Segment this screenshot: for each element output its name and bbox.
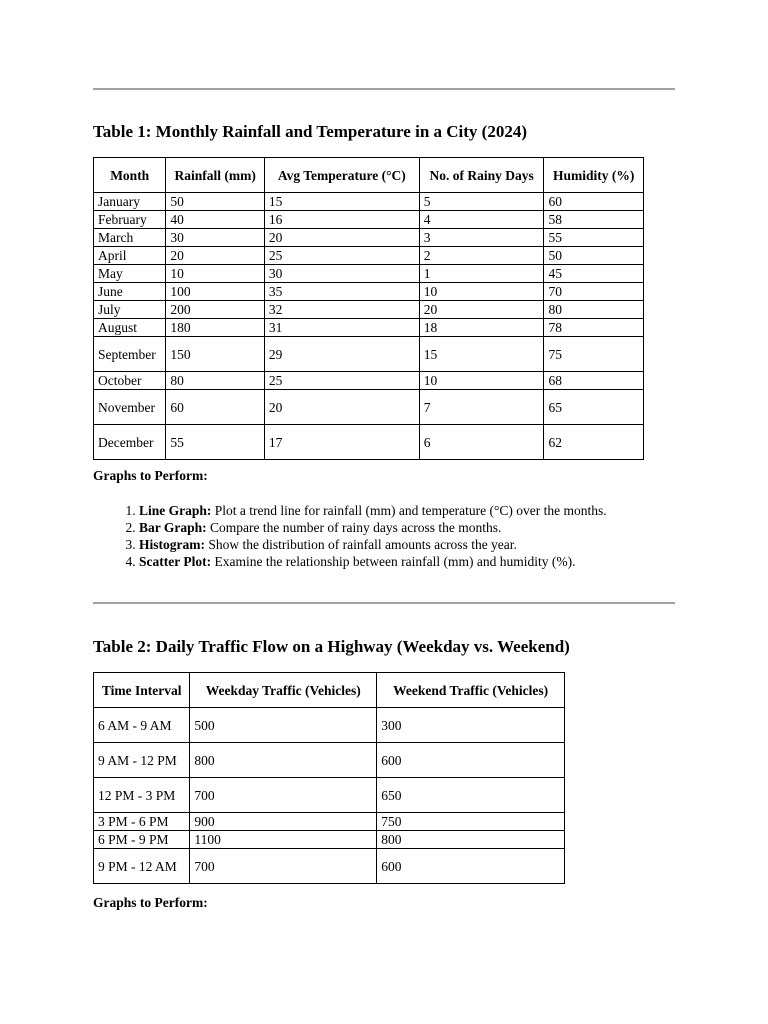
table2 [93, 672, 565, 884]
table-row [94, 390, 644, 425]
divider-top [93, 88, 675, 90]
table-cell: 17 [264, 425, 419, 460]
table-row [94, 778, 565, 813]
table2-header-row [94, 673, 565, 708]
table2-header: Weekday Traffic (Vehicles) [190, 673, 377, 708]
table-cell: 2 [419, 247, 544, 265]
table-cell: 55 [166, 425, 265, 460]
table-cell: 30 [264, 265, 419, 283]
table-row [94, 211, 644, 229]
table-cell: 68 [544, 372, 644, 390]
table-cell: 25 [264, 247, 419, 265]
table1-header: Humidity (%) [544, 158, 644, 193]
table-row [94, 849, 565, 884]
table-cell: March [94, 229, 166, 247]
table-cell: 500 [190, 708, 377, 743]
table-cell: 60 [166, 390, 265, 425]
table-cell: 5 [419, 193, 544, 211]
table-row [94, 301, 644, 319]
table-cell: 7 [419, 390, 544, 425]
table1-header: No. of Rainy Days [419, 158, 544, 193]
table-cell: 6 AM - 9 AM [94, 708, 190, 743]
table-cell: 18 [419, 319, 544, 337]
list-item-text: Show the distribution of rainfall amounts across the year. [204, 537, 517, 552]
table-cell: 900 [190, 813, 377, 831]
table-cell: June [94, 283, 166, 301]
table-cell: January [94, 193, 166, 211]
table-cell: 650 [377, 778, 565, 813]
table-cell: 15 [264, 193, 419, 211]
table-cell: October [94, 372, 166, 390]
table-cell: 20 [419, 301, 544, 319]
graphs1-list [93, 502, 699, 570]
list-item-text: Compare the number of rainy days across the months. [206, 520, 502, 535]
list-item-label: Scatter Plot: [139, 554, 212, 569]
list-item-label: Line Graph: [139, 503, 212, 518]
list-item-label: Bar Graph: [139, 520, 207, 535]
table-cell: 58 [544, 211, 644, 229]
table-cell: 20 [264, 229, 419, 247]
table-cell: 9 PM - 12 AM [94, 849, 190, 884]
table-row [94, 813, 565, 831]
table-cell: 80 [544, 301, 644, 319]
table-cell: 4 [419, 211, 544, 229]
table-cell: 32 [264, 301, 419, 319]
table-cell: 65 [544, 390, 644, 425]
table-row [94, 265, 644, 283]
table-cell: 25 [264, 372, 419, 390]
table2-header: Time Interval [94, 673, 190, 708]
table-cell: 10 [419, 283, 544, 301]
table-cell: 31 [264, 319, 419, 337]
table-cell: 180 [166, 319, 265, 337]
table-cell: 29 [264, 337, 419, 372]
table-cell: 3 [419, 229, 544, 247]
table-cell: December [94, 425, 166, 460]
list-item-label: Histogram: [139, 537, 205, 552]
table-cell: 700 [190, 849, 377, 884]
list-item [139, 536, 699, 553]
table1 [93, 157, 644, 460]
list-item [139, 502, 699, 519]
table-cell: 200 [166, 301, 265, 319]
table-cell: August [94, 319, 166, 337]
table-row [94, 425, 644, 460]
table-cell: 50 [166, 193, 265, 211]
table-cell: July [94, 301, 166, 319]
table-cell: 70 [544, 283, 644, 301]
table-cell: 80 [166, 372, 265, 390]
table-row [94, 743, 565, 778]
table-cell: 600 [377, 743, 565, 778]
table-cell: 300 [377, 708, 565, 743]
list-item [139, 553, 699, 570]
table-cell: 800 [377, 831, 565, 849]
table-cell: 3 PM - 6 PM [94, 813, 190, 831]
table1-header-row [94, 158, 644, 193]
table-row [94, 283, 644, 301]
table-cell: 9 AM - 12 PM [94, 743, 190, 778]
table-row [94, 831, 565, 849]
table2-header: Weekend Traffic (Vehicles) [377, 673, 565, 708]
table-cell: 62 [544, 425, 644, 460]
table-cell: 10 [166, 265, 265, 283]
table-cell: 35 [264, 283, 419, 301]
table-row [94, 319, 644, 337]
list-item-text: Plot a trend line for rainfall (mm) and temperature (°C) over the months. [211, 503, 607, 518]
table-cell: 600 [377, 849, 565, 884]
table-cell: 40 [166, 211, 265, 229]
table-cell: February [94, 211, 166, 229]
table-cell: November [94, 390, 166, 425]
table-row [94, 247, 644, 265]
table-cell: 1100 [190, 831, 377, 849]
table-cell: 78 [544, 319, 644, 337]
divider-middle [93, 602, 675, 604]
graphs1-heading: Graphs to Perform: [93, 468, 208, 483]
table-cell: 1 [419, 265, 544, 283]
table1-header: Avg Temperature (°C) [264, 158, 419, 193]
table-row [94, 708, 565, 743]
graphs2-heading: Graphs to Perform: [93, 895, 208, 910]
table-cell: 30 [166, 229, 265, 247]
table-cell: 6 PM - 9 PM [94, 831, 190, 849]
table-cell: 55 [544, 229, 644, 247]
table-cell: 700 [190, 778, 377, 813]
table-cell: 60 [544, 193, 644, 211]
table-cell: 10 [419, 372, 544, 390]
list-item-text: Examine the relationship between rainfall (mm) and humidity (%). [211, 554, 576, 569]
table-row [94, 372, 644, 390]
table-cell: April [94, 247, 166, 265]
table-row [94, 193, 644, 211]
table-cell: 20 [264, 390, 419, 425]
table-cell: September [94, 337, 166, 372]
table-cell: 150 [166, 337, 265, 372]
table-cell: 75 [544, 337, 644, 372]
table-cell: 100 [166, 283, 265, 301]
table1-title: Table 1: Monthly Rainfall and Temperature in a City (2024) [93, 122, 528, 141]
table-cell: 16 [264, 211, 419, 229]
list-item [139, 519, 699, 536]
table2-title: Table 2: Daily Traffic Flow on a Highway (Weekday vs. Weekend) [93, 637, 570, 656]
table-row [94, 229, 644, 247]
table-cell: 50 [544, 247, 644, 265]
table-cell: 15 [419, 337, 544, 372]
table-row [94, 337, 644, 372]
table-cell: 45 [544, 265, 644, 283]
table1-header: Rainfall (mm) [166, 158, 265, 193]
table-cell: May [94, 265, 166, 283]
table-cell: 6 [419, 425, 544, 460]
table-cell: 750 [377, 813, 565, 831]
table-cell: 12 PM - 3 PM [94, 778, 190, 813]
table-cell: 800 [190, 743, 377, 778]
table-cell: 20 [166, 247, 265, 265]
table1-header: Month [94, 158, 166, 193]
